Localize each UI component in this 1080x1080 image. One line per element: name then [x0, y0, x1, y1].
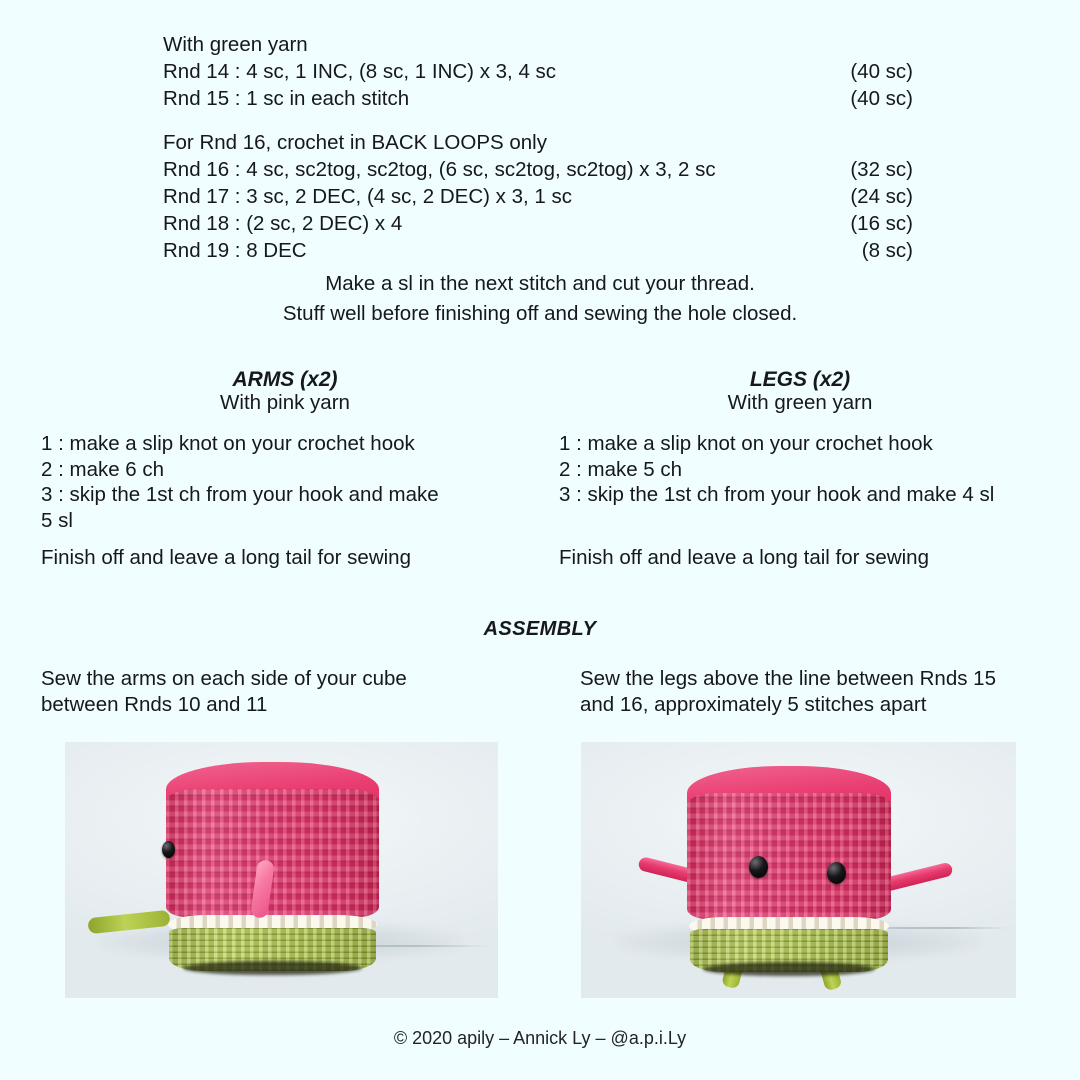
legs-step: 2 : make 5 ch [559, 457, 683, 481]
arms-yarn-label: With pink yarn [220, 391, 350, 414]
legs-steps [559, 431, 1049, 508]
legs-step: 1 : make a slip knot on your crochet hook [559, 432, 933, 455]
legs-assembly-caption [580, 666, 1050, 718]
rounds-group-1 [163, 58, 913, 112]
cube-pink-band [687, 793, 891, 919]
copyright-credit: © 2020 apily – Annick Ly – @a.p.i.Ly [393, 1028, 687, 1048]
arms-title: ARMS (x2) [232, 368, 338, 391]
legs-title: LEGS (x2) [749, 368, 851, 391]
closing-note-line-2: Stuff well before finishing off and sewing the hole closed. [282, 302, 798, 325]
arms-step: 2 : make 6 ch [41, 457, 165, 481]
arms-assembly-caption [41, 666, 511, 718]
round-count: (32 sc) [850, 158, 913, 181]
round-text: Rnd 19 : 8 DEC [163, 239, 307, 262]
round-text: Rnd 18 : (2 sc, 2 DEC) x 4 [163, 212, 403, 235]
closing-note-line-1: Make a sl in the next stitch and cut your thread. [325, 272, 755, 295]
eye-icon [827, 862, 846, 884]
arms-step: 1 : make a slip knot on your crochet hook [41, 432, 415, 455]
cube-base-shadow [183, 961, 362, 975]
caption-line: Sew the arms on each side of your cube [41, 667, 407, 690]
arms-step: 3 : skip the 1st ch from your hook and make [41, 483, 439, 506]
round-line [163, 156, 913, 183]
round-line [163, 85, 913, 112]
round-text: Rnd 15 : 1 sc in each stitch [163, 87, 410, 110]
arms-steps [41, 431, 511, 533]
assembly-heading: ASSEMBLY [483, 618, 597, 640]
round-text: Rnd 14 : 4 sc, 1 INC, (8 sc, 1 INC) x 3, 4 sc [163, 60, 557, 83]
legs-finish-note: Finish off and leave a long tail for sewing [559, 546, 929, 569]
crochet-cube-front-view [687, 766, 891, 970]
arms-step: 5 sl [41, 508, 73, 532]
round-count: (16 sc) [850, 212, 913, 235]
photo-legs-assembly [581, 742, 1016, 998]
round-count: (40 sc) [850, 87, 913, 110]
back-loops-note: For Rnd 16, crochet in BACK LOOPS only [163, 131, 547, 154]
round-count: (24 sc) [850, 185, 913, 208]
cube-pink-band [166, 789, 379, 917]
crochet-cube-side-view [166, 762, 379, 969]
round-line [163, 183, 913, 210]
legs-step: 3 : skip the 1st ch from your hook and make 4 sl [559, 483, 995, 506]
round-line [163, 58, 913, 85]
legs-yarn-label: With green yarn [727, 391, 873, 414]
round-count: (40 sc) [850, 60, 913, 83]
round-line [163, 210, 913, 237]
eye-icon [162, 841, 175, 858]
round-line [163, 237, 913, 264]
arms-finish-note: Finish off and leave a long tail for sewing [41, 546, 411, 569]
green-yarn-label: With green yarn [163, 33, 308, 56]
caption-line: and 16, approximately 5 stitches apart [580, 693, 927, 716]
cube-base-shadow [703, 962, 874, 976]
round-count: (8 sc) [861, 239, 913, 262]
caption-line: between Rnds 10 and 11 [41, 693, 268, 716]
rounds-group-2 [163, 156, 913, 264]
round-text: Rnd 17 : 3 sc, 2 DEC, (4 sc, 2 DEC) x 3, 1 sc [163, 185, 572, 208]
caption-line: Sew the legs above the line between Rnds 15 [580, 667, 996, 690]
round-text: Rnd 16 : 4 sc, sc2tog, sc2tog, (6 sc, sc2tog, sc2tog) x 3, 2 sc [163, 158, 716, 181]
photo-arms-assembly [65, 742, 498, 998]
eye-icon [749, 856, 768, 878]
